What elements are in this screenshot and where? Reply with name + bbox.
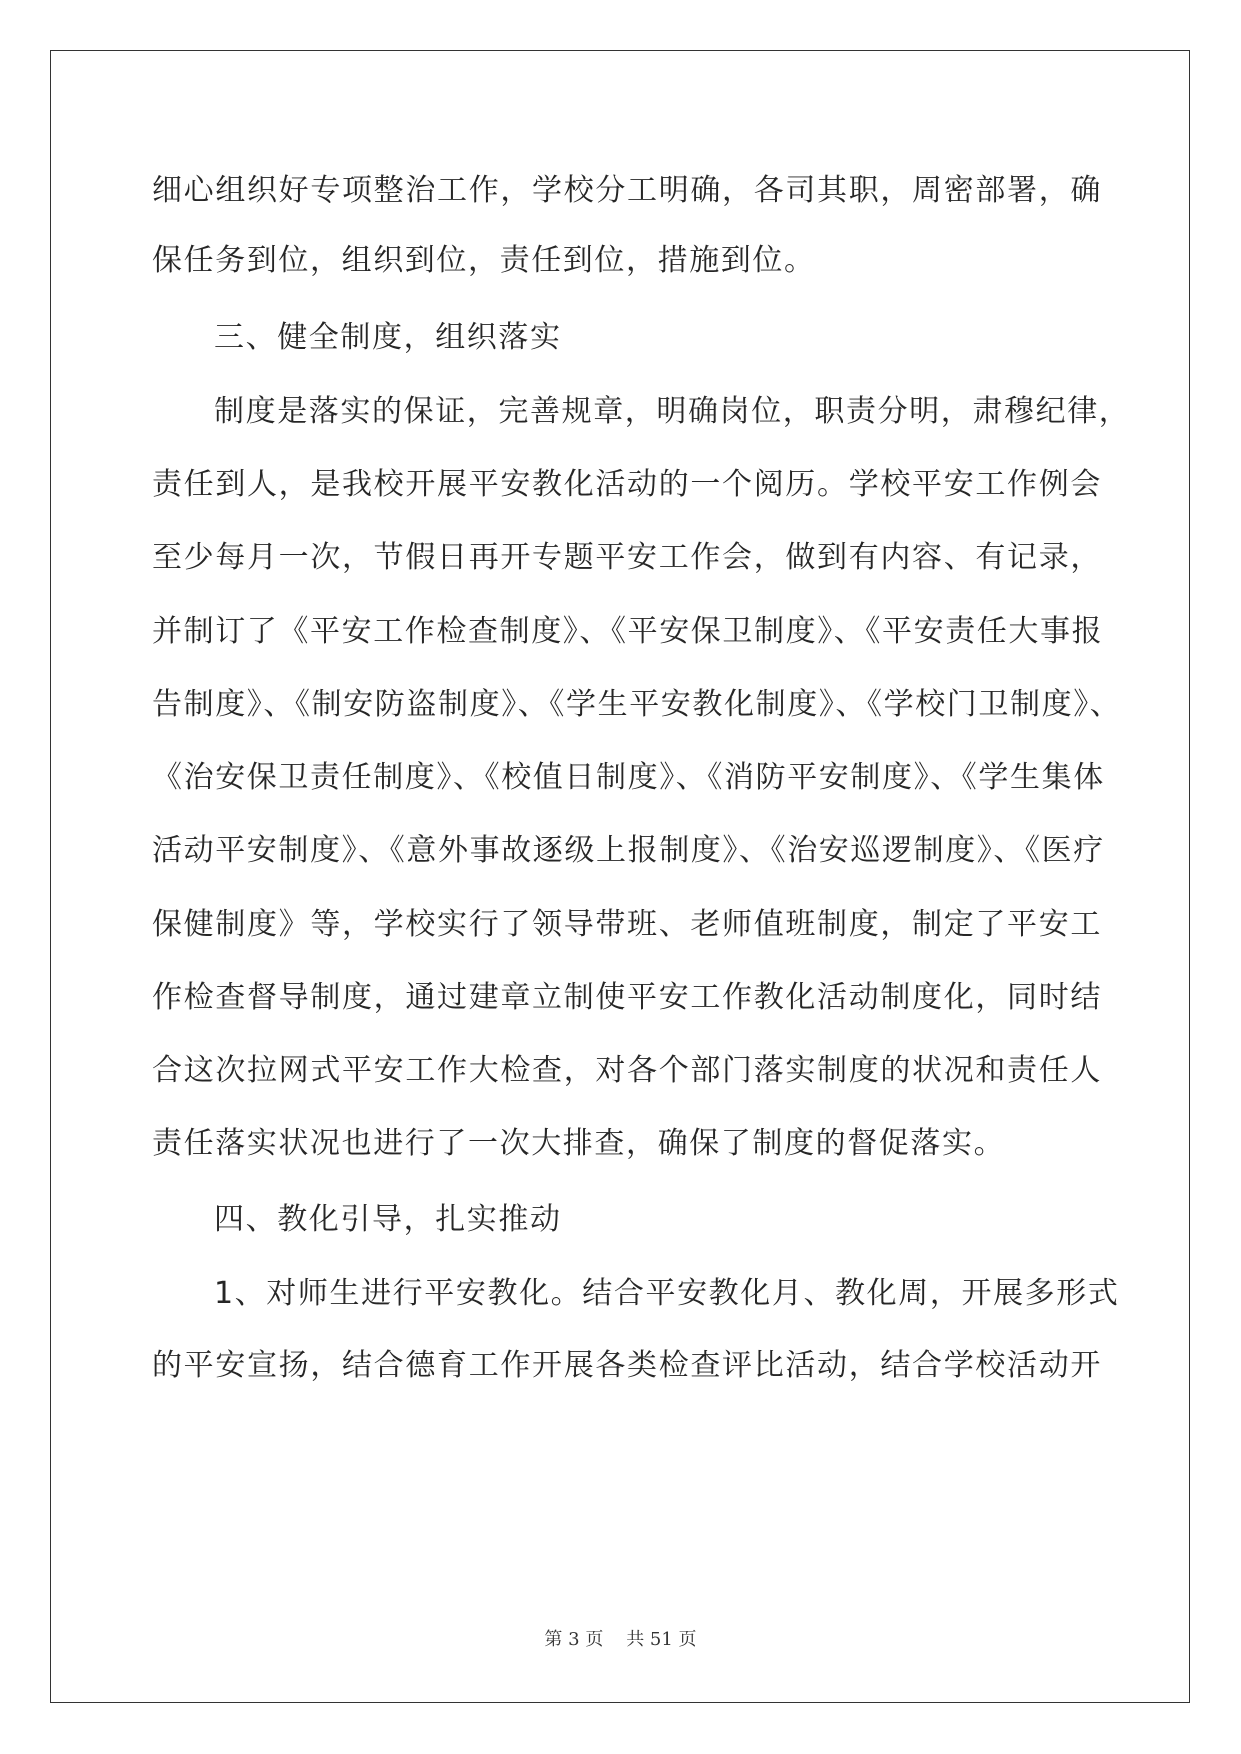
text-line: 1、对师生进行平安教化。结合平安教化月、教化周，开展多形式 xyxy=(214,1276,1120,1311)
text-line: 的平安宣扬，结合德育工作开展各类检查评比活动，结合学校活动开 xyxy=(152,1348,1102,1383)
text-line: 《治安保卫责任制度》、《校值日制度》、《消防平安制度》、《学生集体 xyxy=(152,760,1105,795)
text-line: 并制订了《平安工作检查制度》、《平安保卫制度》、《平安责任大事报 xyxy=(152,614,1104,649)
text-line: 细心组织好专项整治工作，学校分工明确，各司其职，周密部署，确 xyxy=(152,173,1102,208)
section-heading: 四、教化引导，扎实推动 xyxy=(214,1202,562,1237)
page-frame xyxy=(50,50,1190,1703)
page-number-footer: 第 3 页 共 51 页 xyxy=(544,1629,697,1650)
text-line: 活动平安制度》、《意外事故逐级上报制度》、《治安巡逻制度》、《医疗 xyxy=(152,833,1105,868)
text-line: 至少每月一次，节假日再开专题平安工作会，做到有内容、有记录， xyxy=(152,540,1102,575)
text-line: 保任务到位，组织到位，责任到位，措施到位。 xyxy=(152,243,816,278)
text-line: 告制度》、《制安防盗制度》、《学生平安教化制度》、《学校门卫制度》、 xyxy=(152,687,1122,722)
text-line: 作检查督导制度，通过建章立制使平安工作教化活动制度化，同时结 xyxy=(152,980,1102,1015)
text-line: 合这次拉网式平安工作大检查，对各个部门落实制度的状况和责任人 xyxy=(152,1053,1102,1088)
text-line: 责任到人，是我校开展平安教化活动的一个阅历。学校平安工作例会 xyxy=(152,467,1102,502)
text-line: 责任落实状况也进行了一次大排查，确保了制度的督促落实。 xyxy=(152,1126,1006,1161)
section-heading: 三、健全制度，组织落实 xyxy=(214,320,562,355)
text-line: 制度是落实的保证，完善规章，明确岗位，职责分明，肃穆纪律， xyxy=(214,394,1131,429)
text-line: 保健制度》等，学校实行了领导带班、老师值班制度，制定了平安工 xyxy=(152,907,1102,942)
